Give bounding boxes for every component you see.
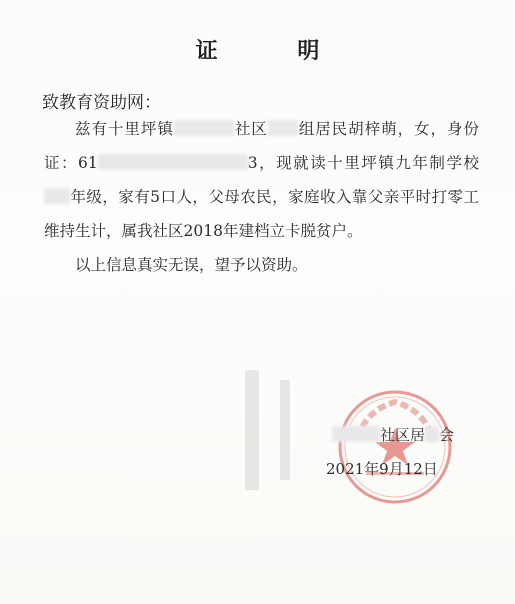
redacted-id-number xyxy=(98,154,248,170)
text-resident: 组居民胡梓萌，女，身份证：61 xyxy=(44,120,479,172)
signature-text: 社区居 xyxy=(380,426,426,444)
redacted-grade xyxy=(44,188,70,204)
document-body xyxy=(44,112,479,282)
bleed-through-marks xyxy=(240,360,310,500)
text-school: 3，现就读十里坪镇九年制学校 xyxy=(247,154,479,172)
text-town: 兹有十里坪镇 xyxy=(75,120,174,138)
paragraph-closing: 以上信息真实无误，望予以资助。 xyxy=(75,256,308,274)
salutation: 致教育资助网： xyxy=(42,93,161,113)
text-family: 年级，家有5口人，父母农民，家庭收入靠父亲平时打零工维持生计，属我社区2018年建档立卡脱贫户。 xyxy=(44,188,479,240)
signature-suffix: 会 xyxy=(439,426,455,444)
redacted-community-name xyxy=(332,426,380,442)
redacted-village xyxy=(174,120,234,136)
signature-line xyxy=(332,424,454,445)
text-community: 社区 xyxy=(233,120,268,138)
redacted-group xyxy=(268,120,298,136)
official-seal-icon xyxy=(336,388,454,506)
redacted-committee-char xyxy=(425,426,439,442)
document-date: 2021年9月12日 xyxy=(326,460,438,478)
document-title: 证 明 xyxy=(195,38,356,64)
paragraph-main xyxy=(44,112,479,248)
